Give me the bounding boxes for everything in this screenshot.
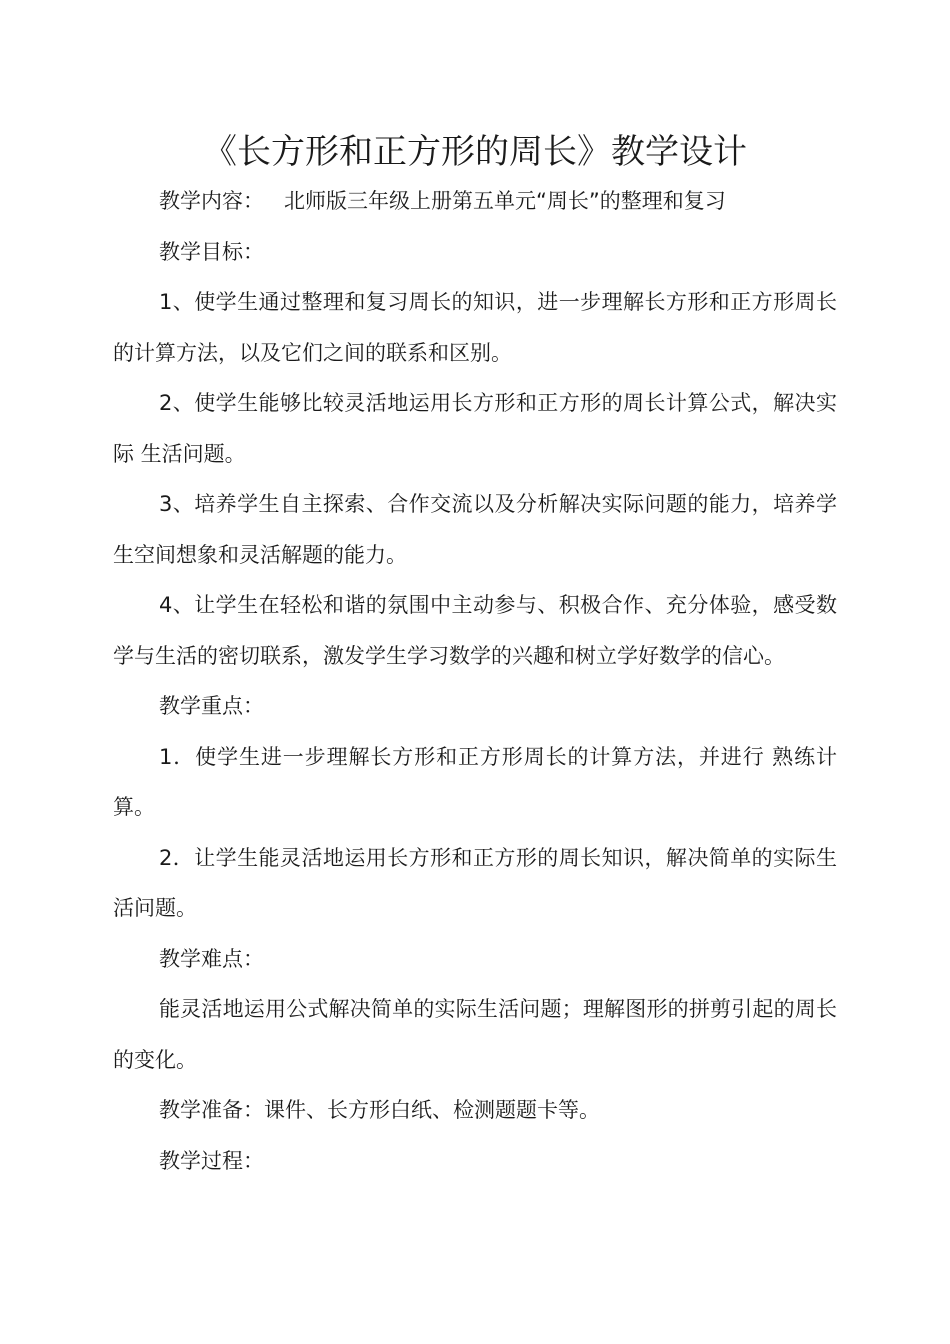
objectives-heading: 教学目标： — [159, 239, 264, 264]
process-heading: 教学过程： — [159, 1148, 264, 1173]
key-points-heading: 教学重点： — [159, 694, 264, 718]
key-point-item-2: 2．让学生能灵活地运用长方形和正方形的周长知识，解决简单的实际生活问题。 — [113, 845, 837, 920]
key-point-item-1: 1．使学生进一步理解长方形和正方形周长的计算方法，并进行 熟练计算。 — [113, 744, 837, 819]
difficulties-heading: 教学难点： — [159, 946, 264, 971]
teaching-content-value: 北师版三年级上册第五单元“周长”的整理和复习 — [284, 189, 726, 213]
objective-item-2: 2、使学生能够比较灵活地运用长方形和正方形的周长计算公式，解决实际 生活问题。 — [113, 391, 837, 466]
difficulties-text: 能灵活地运用公式解决简单的实际生活问题；理解图形的拼剪引起的周长的变化。 — [113, 997, 837, 1072]
objective-item-1: 1、使学生通过整理和复习周长的知识，进一步理解长方形和正方形周长的计算方法，以及它们之间的联系和区别。 — [113, 290, 837, 365]
document-body — [113, 176, 837, 1186]
objective-item-4: 4、让学生在轻松和谐的氛围中主动参与、积极合作、充分体验，感受数学与生活的密切联系，激发学生学习数学的兴趣和树立学好数学的信心。 — [113, 593, 837, 668]
preparation-text: 教学准备：课件、长方形白纸、检测题题卡等。 — [159, 1098, 600, 1122]
teaching-content-label: 教学内容： — [159, 189, 264, 213]
teaching-content — [113, 176, 837, 227]
objective-item-3: 3、培养学生自主探索、合作交流以及分析解决实际问题的能力，培养学生空间想象和灵活解题的能力。 — [113, 492, 837, 567]
document-title: 《长方形和正方形的周长》教学设计 — [203, 132, 747, 172]
